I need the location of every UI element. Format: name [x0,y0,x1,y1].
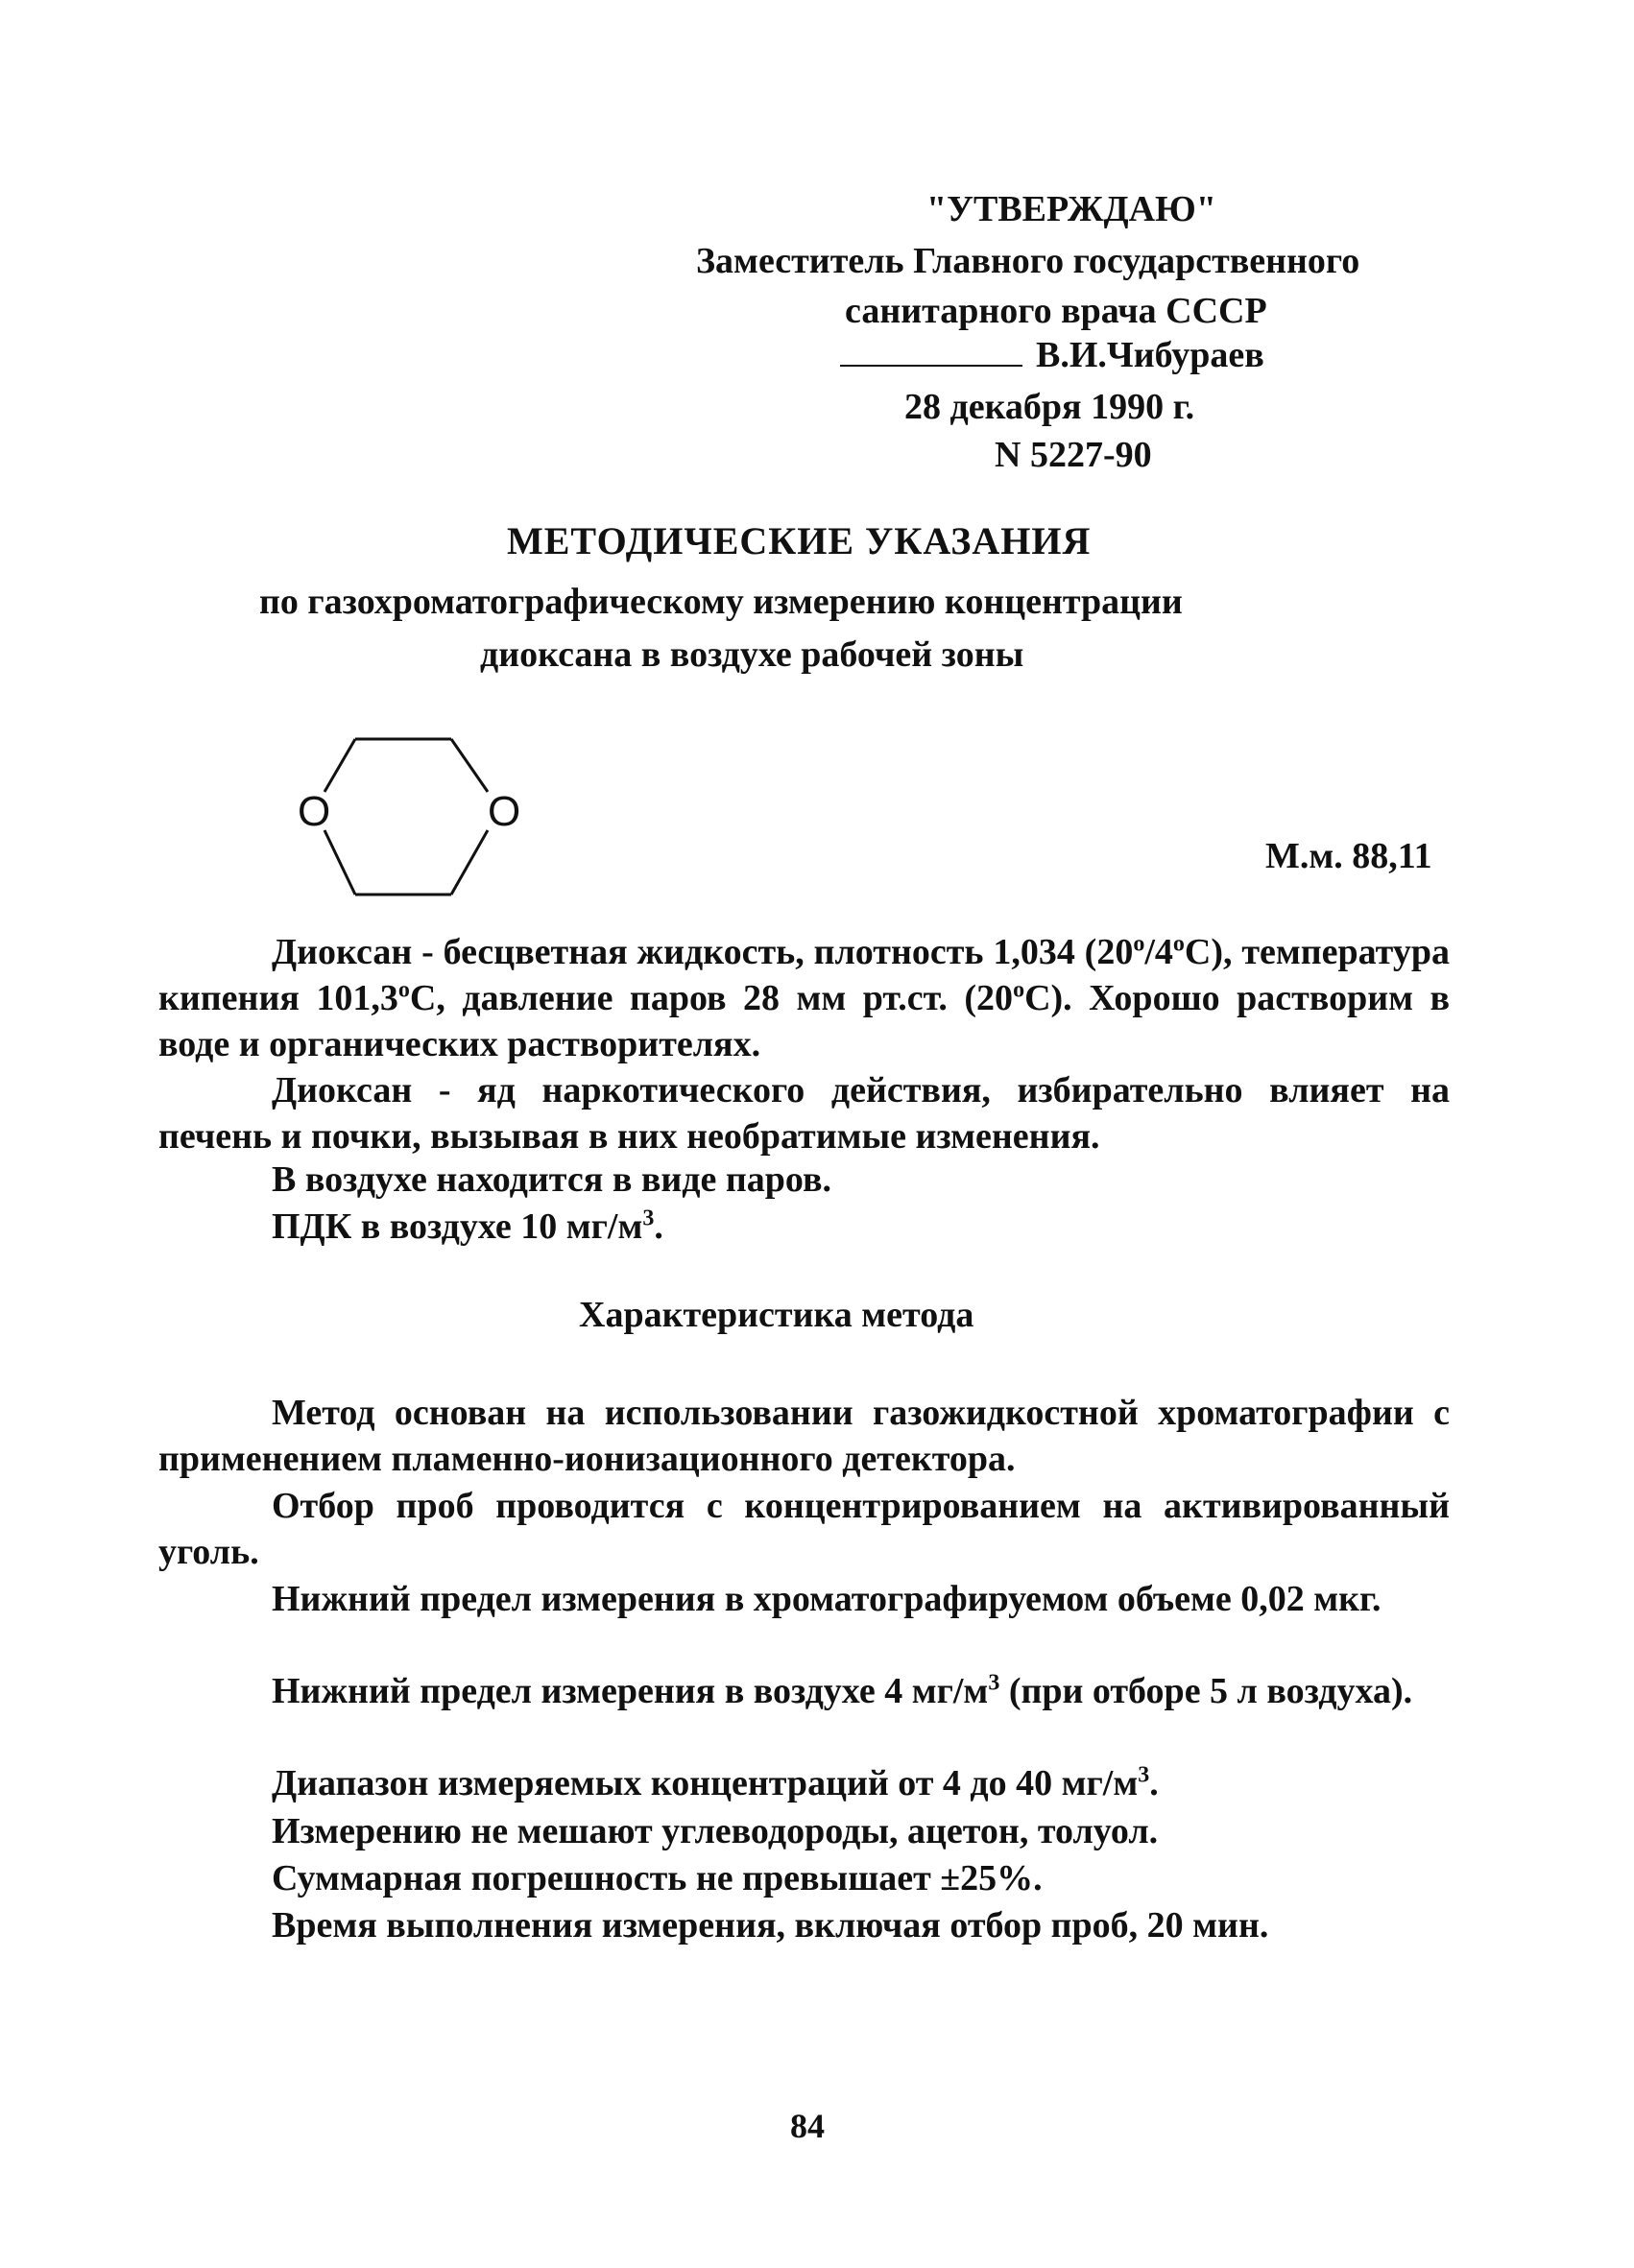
approval-position-line2: санитарного врача СССР [845,291,1267,331]
approval-date: 28 декабря 1990 г. [904,387,1195,427]
approval-heading: "УТВЕРЖДАЮ" [926,189,1216,229]
signature-blank [840,365,1022,367]
dioxane-structure [278,729,547,921]
bond-bottom-left [324,830,355,895]
bond-top-right [451,739,488,792]
document-subtitle-line2: диоксана в воздухе рабочей зоны [480,634,1024,675]
approval-position-line1: Заместитель Главного государственного [696,241,1360,281]
method-paragraph-4: Нижний предел измерения в воздухе 4 $мг/м^3$ (при отборе 5 л воздуха). [272,1670,1413,1711]
page-number: 84 [790,2107,825,2145]
method-interference-line: Измерению не мешают углеводороды, ацетон, толуол. [272,1811,1159,1851]
approval-number: N 5227-90 [995,435,1152,475]
method-heading: Характеристика метода [579,1295,974,1335]
method-paragraph-2: Отбор проб проводится с концентрированием на активированный уголь. [158,1486,1450,1572]
pdk-line: ПДК в воздухе 10 $мг/м^3$. [272,1206,663,1247]
toxicity-paragraph: Диоксан - яд наркотического действия, избирательно влияет на печень и почки, вызывая в них необратимые изменения. [158,1070,1450,1157]
oxygen-left: O [298,788,331,835]
molar-mass: М.м. 88,11 [1265,836,1432,876]
properties-paragraph: Диоксан - бесцветная жидкость, плотность 1,034 $(20^о/4^оС)$, температура кипения $101,3^оС$, давление паров 28 мм рт.ст. $(20^оС)$. Хорошо растворим в воде и органических растворителях. [158,931,1450,1064]
air-state-line: В воздухе находится в виде паров. [272,1159,831,1200]
approval-signatory: В.И.Чибураев [1036,335,1264,375]
oxygen-right: O [488,788,521,835]
bond-bottom-right [451,830,488,895]
document-title: МЕТОДИЧЕСКИЕ УКАЗАНИЯ [507,519,1092,562]
method-time-line: Время выполнения измерения, включая отбор проб, 20 мин. [272,1905,1269,1946]
method-error-line: Суммарная погрешность не превышает ±25%. [272,1858,1043,1898]
method-range-line: Диапазон измеряемых концентраций от 4 до 40 $мг/м^3$. [272,1762,1159,1803]
method-paragraph-3: Нижний предел измерения в хроматографируемом объеме 0,02 мкг. [272,1579,1382,1619]
document-subtitle-line1: по газохроматографическому измерению концентрации [259,582,1183,622]
approval-signature-line [840,334,1264,376]
bond-top-left [324,739,355,792]
method-paragraph-1: Метод основан на использовании газожидкостной хроматографии с применением пламенно-ионизационного детектора. [158,1393,1450,1479]
